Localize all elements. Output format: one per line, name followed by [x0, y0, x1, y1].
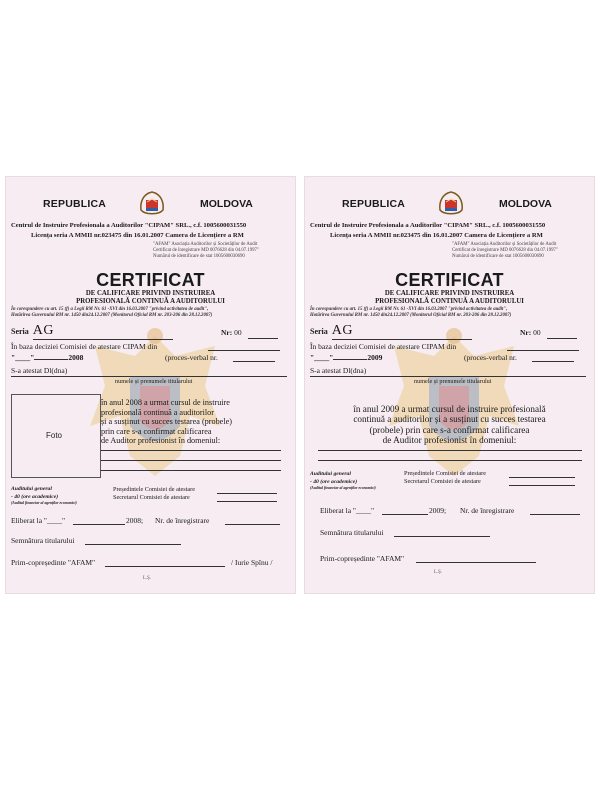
body-line: profesională continuă a auditorilor — [101, 407, 214, 417]
president-label: Președintele Comisiei de atestare — [404, 470, 486, 477]
holder-signature-line — [394, 536, 490, 537]
audit-note: (Auditul financiar al agenților economici) — [11, 501, 77, 505]
seria-field — [11, 323, 54, 339]
nr-value: 00 — [533, 328, 541, 337]
cipam-crest-icon — [436, 190, 466, 218]
org-line-2: Licența seria A MMII nr.023475 din 16.01.2007 Camera de Licențiere a RM — [330, 232, 543, 239]
nr-field — [520, 328, 541, 337]
subtitle-line-1: DE CALIFICARE PRIVIND INSTRUIREA — [85, 290, 216, 297]
seria-underline — [33, 339, 173, 340]
registration-underline — [225, 524, 280, 525]
domain-underline-1 — [101, 450, 281, 451]
legal-reference-2: Hotărîrea Guvernului RM nr. 1450 din24.12.2007 (Monitorul Oficial RM nr. 203-206 din 28.12.2007) — [310, 313, 512, 318]
copresident-signature-line — [416, 562, 536, 563]
body-text — [310, 404, 589, 446]
proces-verbal-underline — [532, 361, 574, 362]
cipam-crest-icon — [137, 190, 167, 218]
decision-line: În baza deciziei Comisiei de atestare CIPAM din — [310, 342, 457, 351]
org-line-2: Licența seria A MMII nr.023475 din 16.01.2007 Camera de Licențiere a RM — [31, 232, 244, 239]
copresident-label: Prim-copreședinte "AFAM" — [11, 558, 96, 567]
certificate-right — [304, 176, 595, 594]
atestat-label: S-a atestat Dl(dna) — [11, 366, 68, 375]
certificate-left — [5, 176, 296, 594]
decision-year: 2009 — [367, 353, 383, 362]
subtitle-line-1: DE CALIFICARE PRIVIND INSTRUIREA — [384, 290, 515, 297]
holder-name-caption: numele și prenumele titularului — [115, 378, 193, 385]
registration-underline — [530, 514, 580, 515]
body-line: de Auditor profesionist în domeniul: — [382, 435, 517, 446]
holder-name-underline — [310, 376, 586, 377]
holder-signature-label: Semnătura titularului — [320, 528, 384, 537]
domain-underline-3 — [101, 470, 281, 471]
header-republica: REPUBLICA — [43, 198, 107, 210]
holder-name-caption: numele și prenumele titularului — [414, 378, 492, 385]
registration-label: Nr. de înregistrare — [155, 516, 210, 525]
nr-value: 00 — [234, 328, 242, 337]
subtitle-line-2: PROFESIONALĂ CONTINUĂ A AUDITORULUI — [375, 298, 524, 305]
nr-field — [221, 328, 242, 337]
domain-underline-2 — [101, 460, 281, 461]
holder-name-underline — [11, 376, 287, 377]
secretary-label: Secretarul Comisiei de atestare — [404, 478, 481, 485]
secretary-signature-line — [509, 485, 575, 486]
audit-general: Auditului general — [11, 486, 52, 492]
afam-note-line: Certificat de înregistrare MD 0076628 din 04.07.1997" — [153, 248, 259, 253]
date-line — [310, 353, 382, 362]
body-line: în anul 2009 a urmat cursul de instruire profesională — [353, 404, 546, 414]
issued-year: 2009; — [429, 506, 447, 515]
photo-label: Foto — [46, 431, 63, 440]
proces-verbal-label: (proces-verbal nr. — [165, 353, 218, 362]
decision-underline — [507, 350, 579, 351]
president-signature-line — [217, 493, 277, 494]
decision-underline — [208, 350, 280, 351]
audit-hours: - 40 (ore academice) — [310, 479, 358, 485]
afam-note-line: Numărul de identificare de stat 1005600030690 — [452, 254, 544, 259]
stamp-mark: L.Ș. — [434, 570, 442, 575]
afam-note-line: Numărul de identificare de stat 1005600030690 — [153, 254, 245, 259]
seria-field — [310, 323, 353, 339]
body-line: continuă a auditorilor și a susținut cu succes testarea — [353, 414, 546, 425]
body-line: în anul 2008 a urmat cursul de instruire — [101, 398, 230, 407]
org-line-1: Centrul de Instruire Profesionala a Auditorilor "CIPAM" SRL., c.f. 1005600031550 — [310, 222, 546, 229]
decision-line: În baza deciziei Comisiei de atestare CIPAM din — [11, 342, 158, 351]
seria-label: Seria — [310, 327, 328, 336]
afam-note-line: "AFAM" Asociația Auditorilor și Societăților de Audit — [153, 242, 258, 247]
body-line: (probele) prin care s-a confirmat calificarea — [369, 424, 530, 435]
nr-underline — [248, 338, 278, 339]
afam-note-line: "AFAM" Asociația Auditorilor și Societăților de Audit — [452, 242, 557, 247]
header-moldova: MOLDOVA — [200, 198, 253, 210]
header-moldova: MOLDOVA — [499, 198, 552, 210]
president-label: Președintele Comisiei de atestare — [113, 486, 195, 493]
body-line: și a susținut cu succes testarea (probele) — [101, 417, 232, 426]
body-line: de Auditor profesionist în domeniul: — [101, 436, 221, 445]
seria-value: AG — [331, 323, 354, 338]
body-text — [101, 398, 232, 446]
legal-reference-1: În corespundere cu art. 15 (f) a Legii RM Nr. 61 -XVI din 16.03.2007 "privind activitatea de audit", — [11, 307, 209, 312]
issued-label: Eliberat la "____" — [320, 506, 375, 515]
registration-label: Nr. de înregistrare — [460, 506, 515, 515]
date-prefix: "____" — [310, 353, 334, 362]
proces-verbal-label: (proces-verbal nr. — [464, 353, 517, 362]
legal-reference-1: În corespundere cu art. 15 (f) a Legii RM Nr. 61 -XVI din 16.03.2007 "privind activitatea de audit", — [310, 307, 508, 312]
audit-note: (Auditul financiar al agenților economici) — [310, 486, 376, 490]
certificate-title: CERTIFICAT — [395, 270, 504, 290]
legal-reference-2: Hotărîrea Guvernului RM nr. 1450 din24.12.2007 (Monitorul Oficial RM nr. 203-206 din 28.12.2007) — [11, 313, 213, 318]
issued-date-underline — [382, 514, 428, 515]
copresident-signature-line — [105, 566, 225, 567]
president-signature-line — [509, 477, 575, 478]
seria-underline — [332, 339, 472, 340]
domain-underline-1 — [318, 450, 582, 451]
org-line-1: Centrul de Instruire Profesionala a Auditorilor "CIPAM" SRL., c.f. 1005600031550 — [11, 222, 247, 229]
signer-name: / Iurie Spînu / — [231, 558, 273, 567]
header-republica: REPUBLICA — [342, 198, 406, 210]
body-line: prin care s-a confirmat calificarea — [101, 426, 212, 436]
atestat-label: S-a atestat Dl(dna) — [310, 366, 367, 375]
seria-value: AG — [32, 323, 55, 338]
holder-signature-label: Semnătura titularului — [11, 536, 75, 545]
seria-label: Seria — [11, 327, 29, 336]
certificate-title: CERTIFICAT — [96, 270, 205, 290]
copresident-label: Prim-copreședinte "AFAM" — [320, 554, 405, 563]
proces-verbal-underline — [233, 361, 275, 362]
nr-underline — [547, 338, 577, 339]
issued-date-underline — [73, 524, 125, 525]
afam-note-line: Certificat de înregistrare MD 0076628 din 04.07.1997" — [452, 248, 558, 253]
holder-signature-line — [85, 544, 181, 545]
date-line — [11, 353, 83, 362]
photo-box — [11, 394, 101, 478]
nr-label: Nr: — [221, 328, 233, 337]
decision-year: 2008 — [68, 353, 84, 362]
domain-underline-2 — [318, 460, 582, 461]
secretary-signature-line — [217, 501, 277, 502]
issued-year: 2008; — [126, 516, 144, 525]
audit-hours: - 40 (ore academice) — [11, 494, 59, 500]
stamp-mark: L.Ș. — [143, 576, 151, 581]
secretary-label: Secretarul Comisiei de atestare — [113, 494, 190, 501]
date-prefix: "____" — [11, 353, 35, 362]
audit-general: Auditului general — [310, 471, 351, 477]
nr-label: Nr: — [520, 328, 532, 337]
issued-label: Eliberat la "____" — [11, 516, 66, 525]
subtitle-line-2: PROFESIONALĂ CONTINUĂ A AUDITORULUI — [76, 298, 225, 305]
